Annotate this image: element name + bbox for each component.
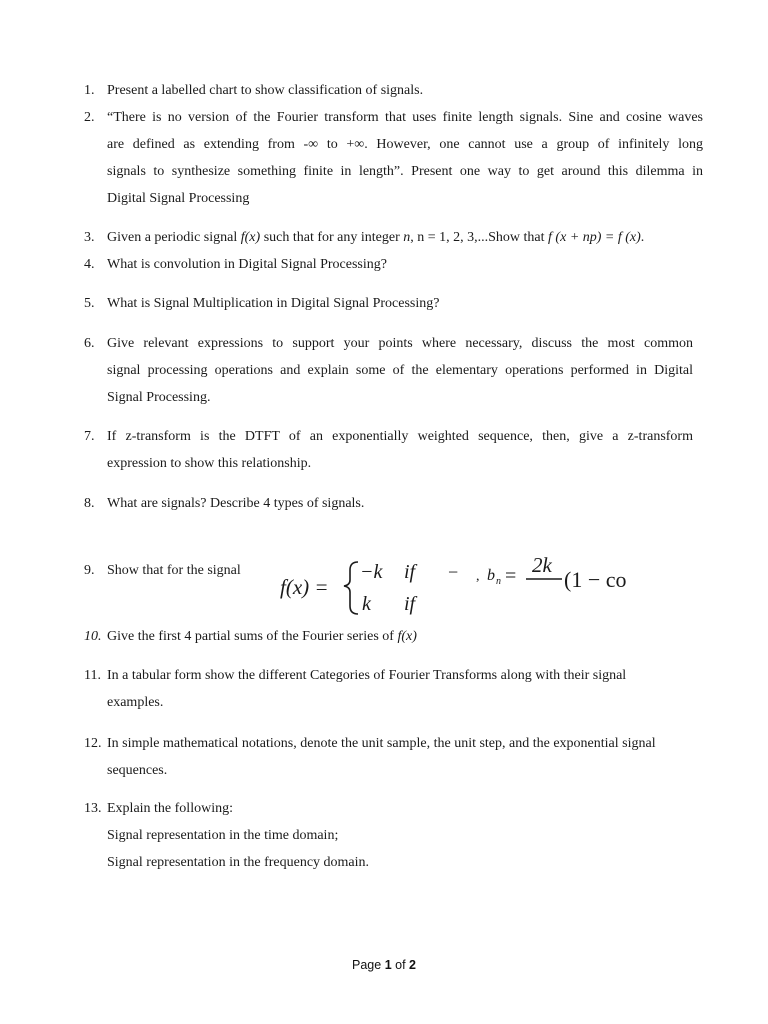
math-expression: f(x) — [397, 629, 417, 644]
formula-separator: , — [476, 569, 480, 584]
formula-equals: = — [505, 565, 517, 587]
formula-case2-condition: if — [404, 593, 416, 615]
question-text: In simple mathematical notations, denote the unit sample, the unit step, and the exponential signal — [107, 736, 656, 751]
formula-case1-value: −k — [360, 561, 383, 583]
question-text: examples. — [107, 695, 164, 710]
question-text: Present a labelled chart to show classification of signals. — [107, 83, 424, 98]
question-text: such that for any integer — [260, 230, 404, 245]
formula-case1-condition: if — [404, 561, 416, 583]
formula-bn: b — [487, 567, 495, 584]
formula-bn-subscript: n — [496, 576, 501, 587]
question-number: 2. — [84, 110, 95, 125]
question-text: Signal representation in the frequency domain. — [107, 855, 370, 870]
question-number: 10. — [84, 629, 102, 644]
page-label-of: of — [391, 958, 410, 972]
page-number-current: 1 — [384, 958, 392, 972]
formula-case2-value: k — [362, 593, 371, 615]
question-number: 3. — [84, 230, 95, 245]
question-text: signals to synthesize something finite in length”. Present one way to get around this dilemma in — [107, 164, 703, 179]
question-text: Show that for the signal — [107, 563, 241, 578]
question-number: 6. — [84, 336, 95, 351]
page-footer — [0, 958, 768, 972]
question-text: Give the first 4 partial sums of the Fourier series of — [107, 629, 398, 644]
page-number-total: 2 — [409, 958, 416, 972]
question-text: signal processing operations and explain some of the elementary operations performed in Digital — [107, 363, 693, 378]
question-number: 13. — [84, 801, 102, 816]
question-text: Given a periodic signal — [107, 230, 241, 245]
page-label: Page — [352, 958, 385, 972]
question-number: 1. — [84, 83, 95, 98]
question-text: , n = 1, 2, 3,...Show that — [410, 230, 549, 245]
math-expression: f (x + np) = f (x) — [548, 230, 641, 245]
question-text: Digital Signal Processing — [107, 191, 250, 206]
question-text: are defined as extending from -∞ to +∞. However, one cannot use a group of infinitely long — [107, 137, 703, 152]
question-number: 11. — [84, 668, 101, 683]
formula-case1-tail: − — [448, 562, 459, 582]
math-expression: f(x) — [240, 230, 261, 245]
question-text: sequences. — [107, 763, 168, 778]
question-text: “There is no version of the Fourier transform that uses finite length signals. Sine and cosine waves — [107, 110, 703, 125]
question-text: In a tabular form show the different Categories of Fourier Transforms along with their signal — [107, 668, 627, 683]
question-number: 7. — [84, 429, 95, 444]
question-number: 5. — [84, 296, 95, 311]
question-text: expression to show this relationship. — [107, 456, 312, 471]
question-text: Give relevant expressions to support your points where necessary, discuss the most common — [107, 336, 693, 351]
piecewise-formula — [280, 550, 640, 620]
formula-numerator: 2k — [532, 553, 552, 577]
question-text: What is convolution in Digital Signal Processing? — [107, 257, 387, 272]
question-number: 8. — [84, 496, 95, 511]
brace-icon — [344, 562, 358, 614]
question-text: . — [640, 230, 645, 245]
question-text: Signal Processing. — [107, 390, 211, 405]
question-text: Signal representation in the time domain; — [107, 828, 339, 843]
formula-rest: (1 − co — [564, 567, 627, 592]
question-number: 4. — [84, 257, 95, 272]
question-number: 9. — [84, 563, 95, 578]
formula-lhs: f(x) = — [280, 575, 329, 599]
question-number: 12. — [84, 736, 102, 751]
question-text: If z-transform is the DTFT of an exponentially weighted sequence, then, give a z-transform — [107, 429, 693, 444]
math-expression: n — [403, 230, 411, 245]
question-text: Explain the following: — [107, 801, 233, 816]
question-text: What are signals? Describe 4 types of signals. — [107, 496, 365, 511]
question-text: What is Signal Multiplication in Digital Signal Processing? — [107, 296, 440, 311]
